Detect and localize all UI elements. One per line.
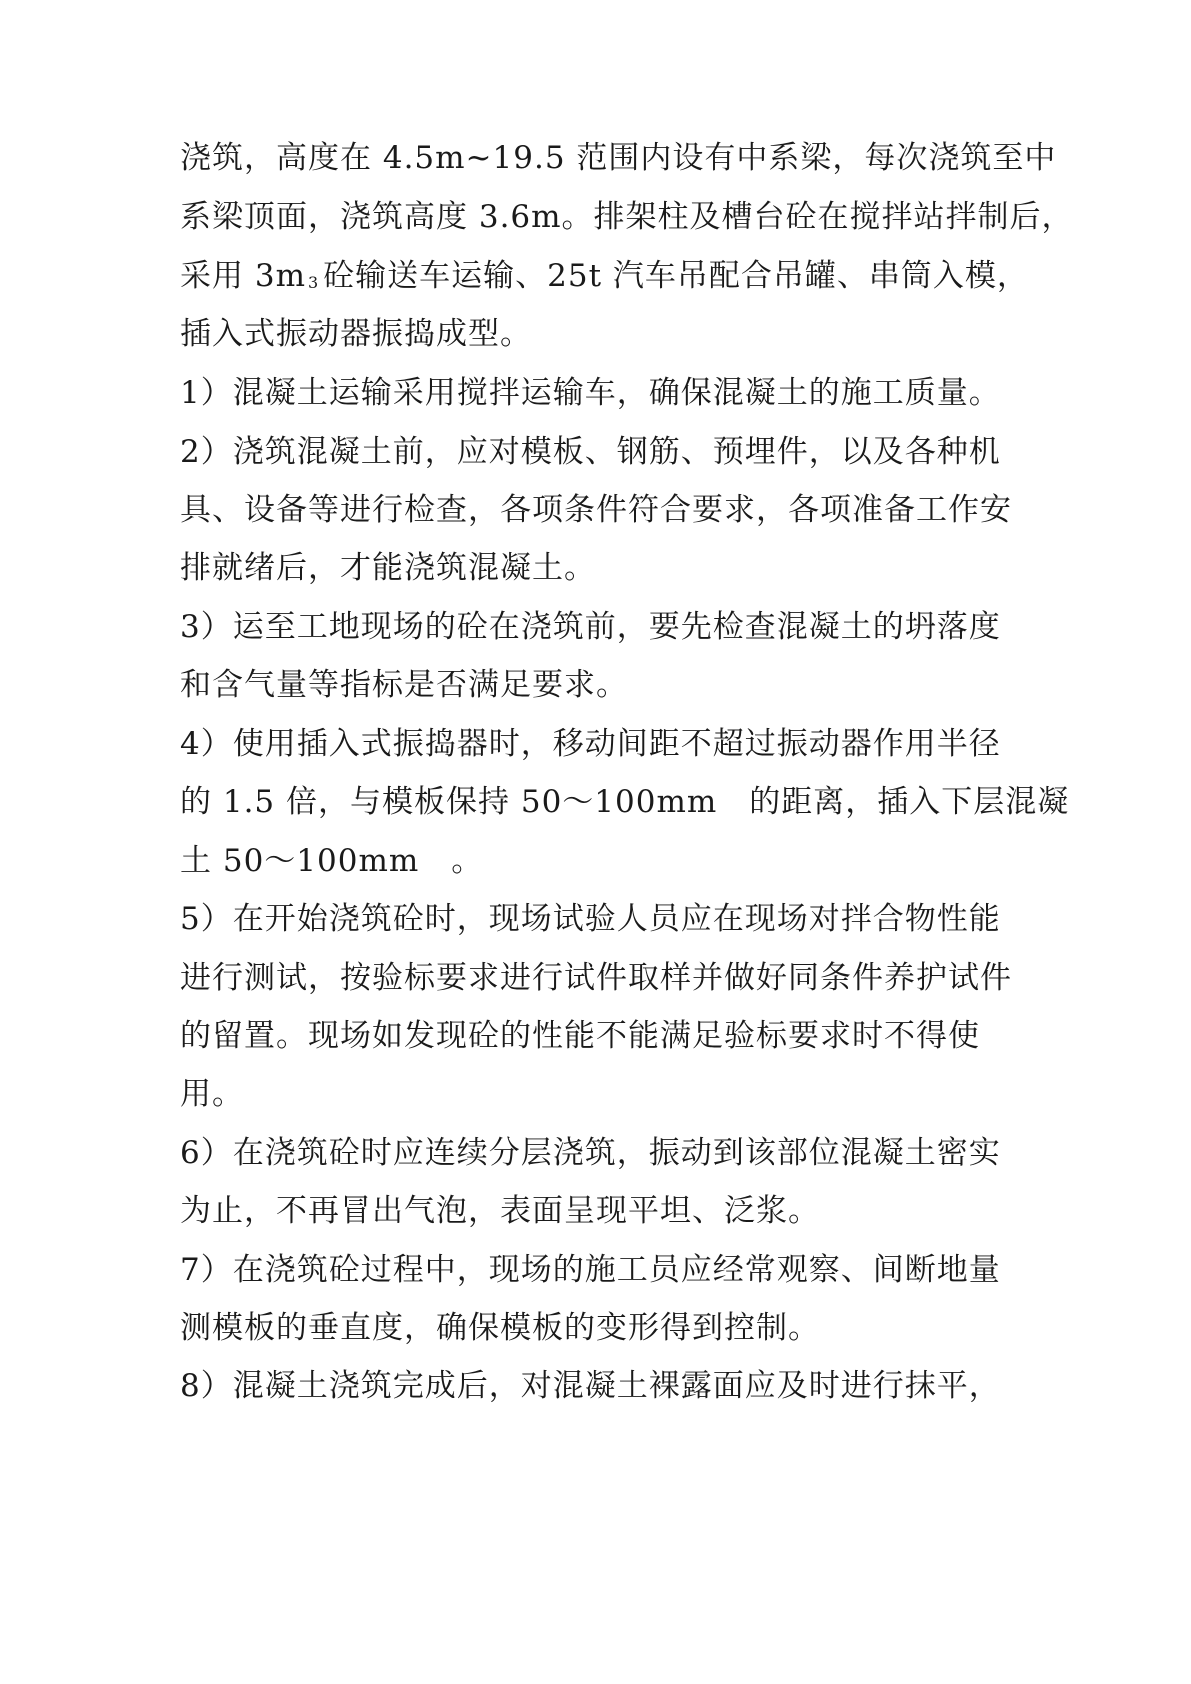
list-item: 7）在浇筑砼过程中，现场的施工员应经常观察、间断地量 (180, 1252, 1001, 1288)
text-line: 排就绪后，才能浇筑混凝土。 (180, 550, 596, 586)
text-line: 插入式振动器振捣成型。 (180, 316, 532, 352)
list-item: 6）在浇筑砼时应连续分层浇筑，振动到该部位混凝土密实 (180, 1135, 1001, 1171)
list-item: 1）混凝土运输采用搅拌运输车，确保混凝土的施工质量。 (180, 375, 1001, 411)
text-line: 具、设备等进行检查，各项条件符合要求，各项准备工作安 (180, 492, 1012, 528)
text-line: 和含气量等指标是否满足要求。 (180, 667, 628, 703)
text-line: 土 50～100mm 。 (180, 843, 484, 879)
list-item: 2）浇筑混凝土前，应对模板、钢筋、预埋件，以及各种机 (180, 434, 1001, 470)
text-line: 为止，不再冒出气泡，表面呈现平坦、泛浆。 (180, 1193, 820, 1229)
text-line: 测模板的垂直度，确保模板的变形得到控制。 (180, 1310, 820, 1346)
list-item: 5）在开始浇筑砼时，现场试验人员应在现场对拌合物性能 (180, 901, 1001, 937)
list-item: 4）使用插入式振捣器时，移动间距不超过振动器作用半径 (180, 726, 1001, 762)
text-line: 系梁顶面，浇筑高度 3.6m。排架柱及槽台砼在搅拌站拌制后， (180, 199, 1074, 235)
unit-superscript: 3 (307, 273, 320, 292)
text-line (180, 248, 1029, 304)
text-line: 浇筑，高度在 4.5m~19.5 范围内设有中系梁，每次浇筑至中 (180, 140, 1057, 176)
list-item: 8）混凝土浇筑完成后，对混凝土裸露面应及时进行抹平， (180, 1368, 1001, 1404)
text-segment: 采用 3m (180, 258, 306, 294)
text-line: 进行测试，按验标要求进行试件取样并做好同条件养护试件 (180, 960, 1012, 996)
text-line: 用。 (180, 1076, 244, 1112)
text-line: 的留置。现场如发现砼的性能不能满足验标要求时不得使 (180, 1018, 980, 1054)
list-item: 3）运至工地现场的砼在浇筑前，要先检查混凝土的坍落度 (180, 609, 1001, 645)
text-segment: 砼输送车运输、25t 汽车吊配合吊罐、串筒入模， (323, 258, 1029, 294)
text-line: 的 1.5 倍，与模板保持 50～100mm 的距离，插入下层混凝 (180, 784, 1070, 820)
